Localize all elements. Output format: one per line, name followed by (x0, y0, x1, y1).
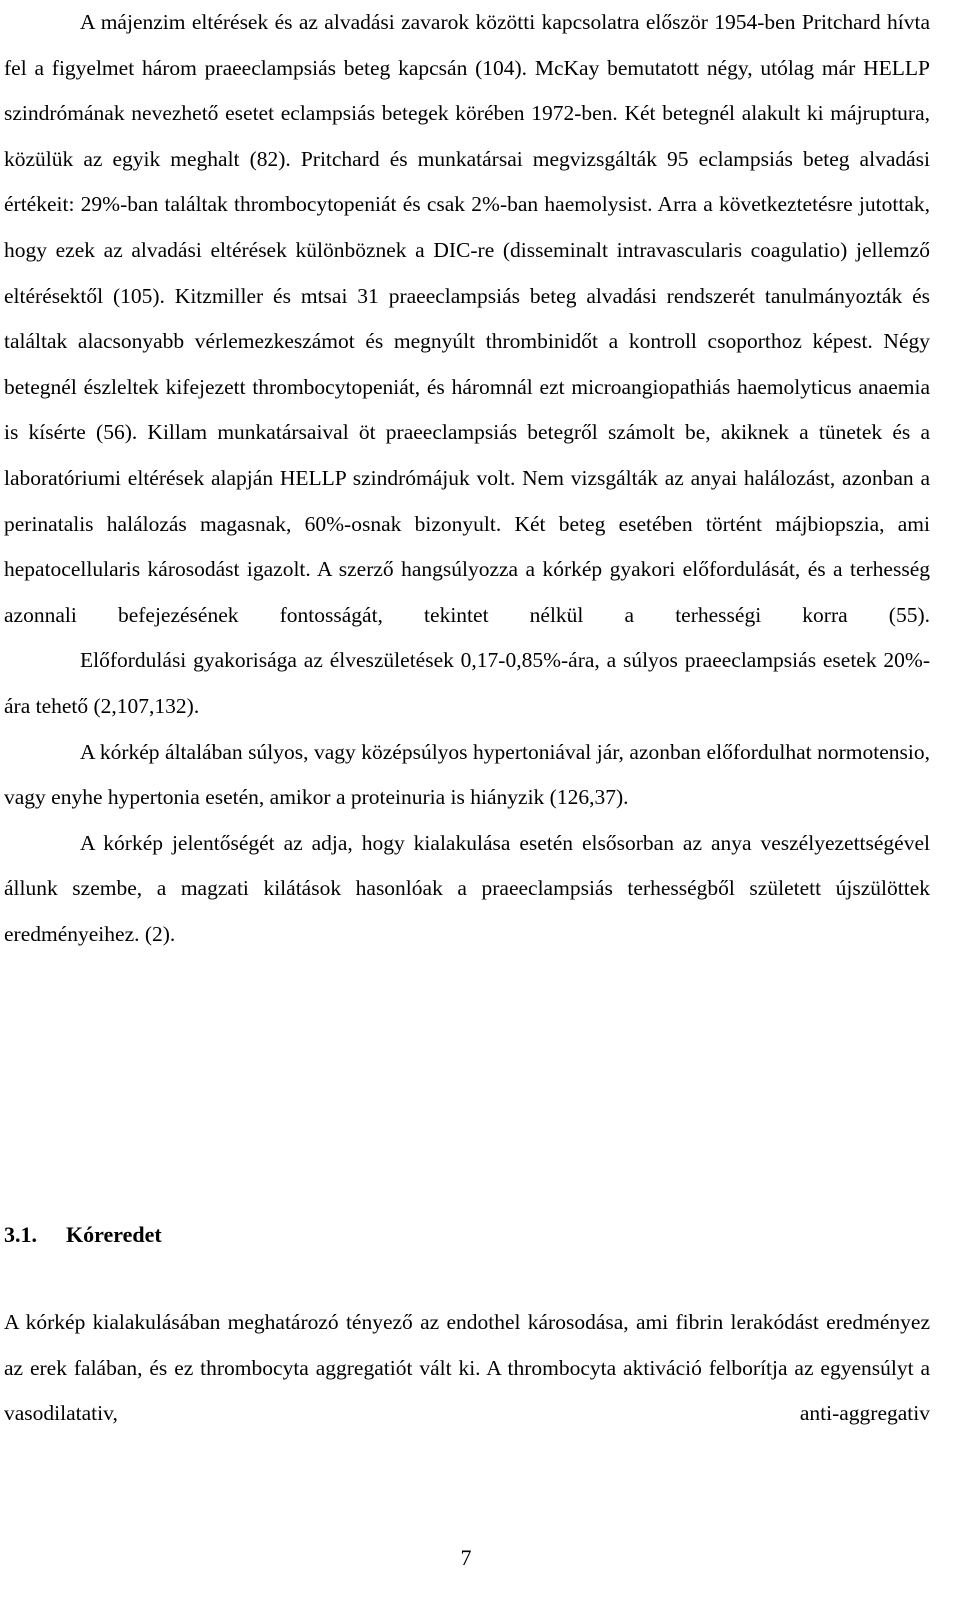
paragraph-history: A májenzim eltérések és az alvadási zavarok közötti kapcsolatra először 1954-ben Pritchard hívta fel a figyelmet három praeeclampsiás beteg kapcsán (104). McKay bemutatott négy, utólag már HELLP szindrómának nevezhető esetet eclampsiás betegek körében 1972-ben. Két betegnél alakult ki májruptura, közülük az egyik meghalt (82). Pritchard és munkatársai megvizsgálták 95 eclampsiás beteg alvadási értékeit: 29%-ban találtak thrombocytopeniát és csak 2%-ban haemolysist. Arra a következtetésre jutottak, hogy ezek az alvadási eltérések különböznek a DIC-re (disseminalt intravascularis coagulatio) jellemző eltérésektől (105). Kitzmiller és mtsai 31 praeeclampsiás beteg alvadási rendszerét tanulmányozták és találtak alacsonyabb vérlemezkeszámot és megnyúlt thrombinidőt a kontroll csoporthoz képest. Négy betegnél észleltek kifejezett thrombocytopeniát, és háromnál ezt microangiopathiás haemolyticus anaemia is kísérte (56). Killam munkatársaival öt praeeclampsiás betegről számolt be, akiknek a tünetek és a laboratóriumi eltérések alapján HELLP szindrómájuk volt. Nem vizsgálták az anyai halálozást, azonban a perinatalis halálozás magasnak, 60%-osnak bizonyult. Két beteg esetében történt májbiopszia, ami hepatocellularis károsodást igazolt. A szerző hangsúlyozza a kórkép gyakori előfordulását, és a terhesség azonnali befejezésének fontosságát, tekintet nélkül a terhességi korra (55). (4, 10, 930, 627)
section-body (4, 1300, 930, 1437)
paragraph-significance: A kórkép jelentőségét az adja, hogy kialakulása esetén elsősorban az anya veszélyezettségével állunk szembe, a magzati kilátások hasonlóak a praeeclampsiás terhességből született újszülöttek eredményeihez. (2). (4, 830, 930, 946)
section-heading (4, 1212, 162, 1257)
paragraph-incidence: Előfordulási gyakorisága az élveszületések 0,17-0,85%-ára, a súlyos praeeclampsiás esetek 20%-ára tehető (2,107,132). (4, 648, 930, 718)
section-number: 3.1. (4, 1222, 37, 1247)
paragraph-etiology: A kórkép kialakulásában meghatározó tényező az endothel károsodása, ami fibrin lerakódást eredményez az erek falában, és ez thrombocyta aggregatiót vált ki. A thrombocyta aktiváció felborítja az egyensúlyt a vasodilatativ, anti-aggregativ (4, 1310, 930, 1426)
document-body (4, 0, 930, 957)
section-title: Kóreredet (66, 1222, 162, 1247)
paragraph-hypertension: A kórkép általában súlyos, vagy középsúlyos hypertoniával jár, azonban előfordulhat normotensio, vagy enyhe hypertonia esetén, amikor a proteinuria is hiányzik (126,37). (4, 739, 930, 810)
page-number: 7 (460, 1545, 472, 1570)
